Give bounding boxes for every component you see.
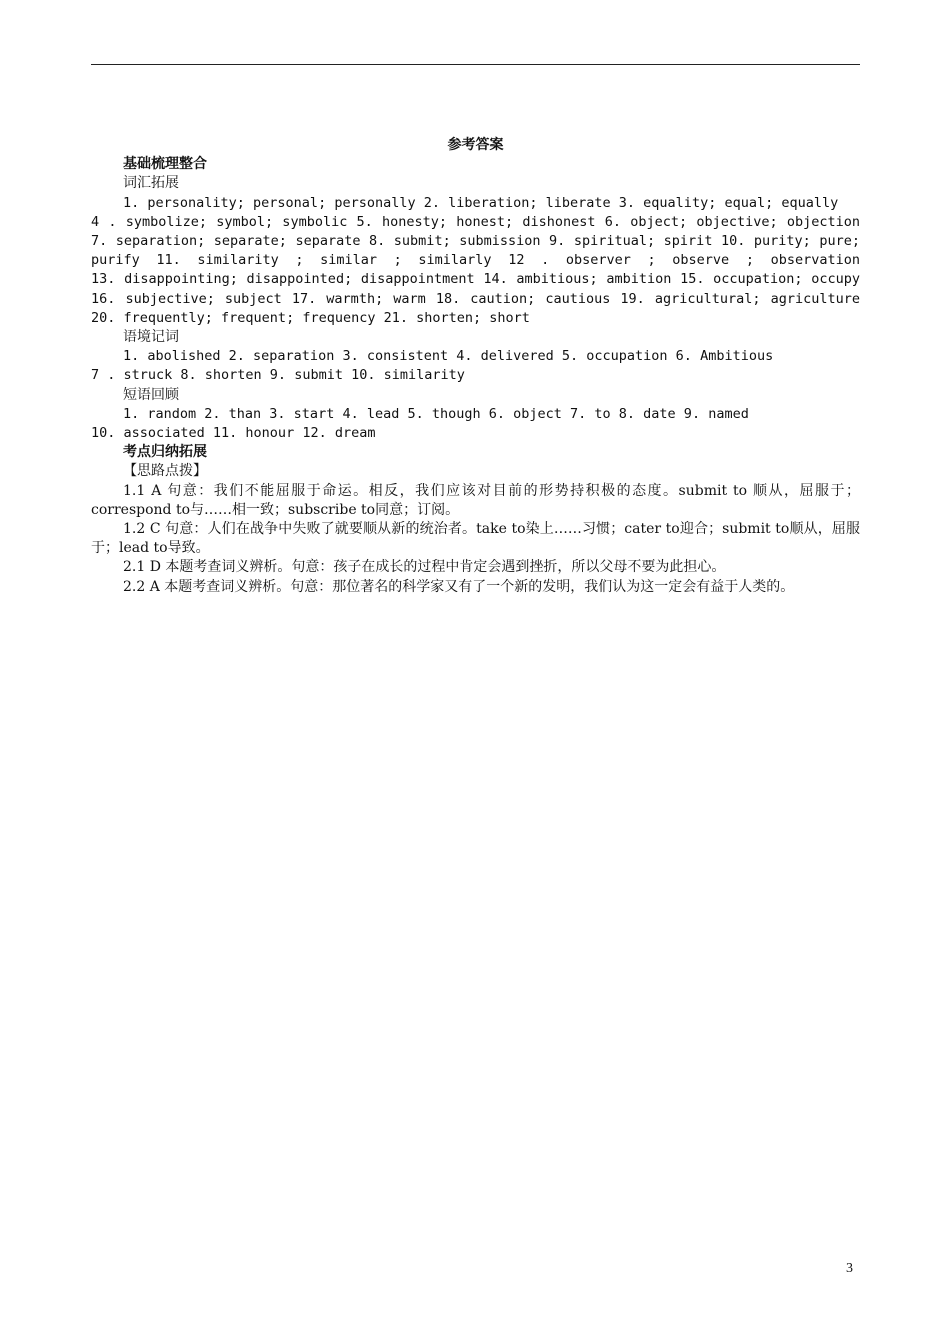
header-rule	[91, 64, 860, 65]
explanation-paragraph: 2.1 D 本题考查词义辨析。句意：孩子在成长的过程中肯定会遇到挫折，所以父母不要为此担心。	[123, 559, 726, 576]
vocab-line: 20. frequently; frequent; frequency 21. shorten; short	[91, 309, 530, 326]
phrase-line: 1. random 2. than 3. start 4. lead 5. though 6. object 7. to 8. date 9. named	[123, 405, 749, 422]
page-title: 参考答案	[447, 137, 504, 153]
subsection-label-hints: 【思路点拨】	[123, 463, 207, 480]
subsection-label-vocab: 词汇拓展	[123, 175, 179, 192]
phrase-line: 10. associated 11. honour 12. dream	[91, 425, 376, 442]
context-line: 1. abolished 2. separation 3. consistent 4. delivered 5. occupation 6. Ambitious	[123, 348, 774, 365]
vocab-line: purify 11. similarity ; similar ; similarly 12 . observer ; observe ; observation	[91, 252, 860, 269]
vocab-line: 1. personality; personal; personally 2. liberation; liberate 3. equality; equal; equally	[123, 194, 839, 211]
vocab-line: 16. subjective; subject 17. warmth; warm 18. caution; cautious 19. agricultural; agriculture	[91, 290, 860, 307]
section-heading-basics: 基础梳理整合	[123, 156, 207, 173]
vocab-line: 7. separation; separate; separate 8. submit; submission 9. spiritual; spirit 10. purity; pure;	[91, 233, 860, 250]
context-line: 7 . struck 8. shorten 9. submit 10. similarity	[91, 367, 465, 384]
explanation-paragraph: 1.2 C 句意：人们在战争中失败了就要顺从新的统治者。take to染上……习惯；cater to迎合；submit to顺从，屈服于；lead to导致。	[91, 521, 860, 557]
explanation-paragraph: 1.1 A 句意：我们不能屈服于命运。相反，我们应该对目前的形势持积极的态度。submit to 顺从，屈服于；correspond to与……相一致；subscribe to同意；订阅。	[91, 482, 860, 518]
subsection-label-context: 语境记词	[123, 329, 179, 346]
page-number: 3	[846, 1261, 853, 1276]
vocab-line: 13. disappointing; disappointed; disappointment 14. ambitious; ambition 15. occupation; occupy	[91, 271, 860, 288]
vocab-line: 4 . symbolize; symbol; symbolic 5. honesty; honest; dishonest 6. object; objective; objection	[91, 213, 860, 230]
section-heading-points: 考点归纳拓展	[123, 444, 207, 461]
answer-content	[91, 136, 860, 597]
explanation-paragraph: 2.2 A 本题考查词义辨析。句意：那位著名的科学家又有了一个新的发明，我们认为这一定会有益于人类的。	[123, 578, 795, 595]
subsection-label-phrases: 短语回顾	[123, 386, 179, 403]
